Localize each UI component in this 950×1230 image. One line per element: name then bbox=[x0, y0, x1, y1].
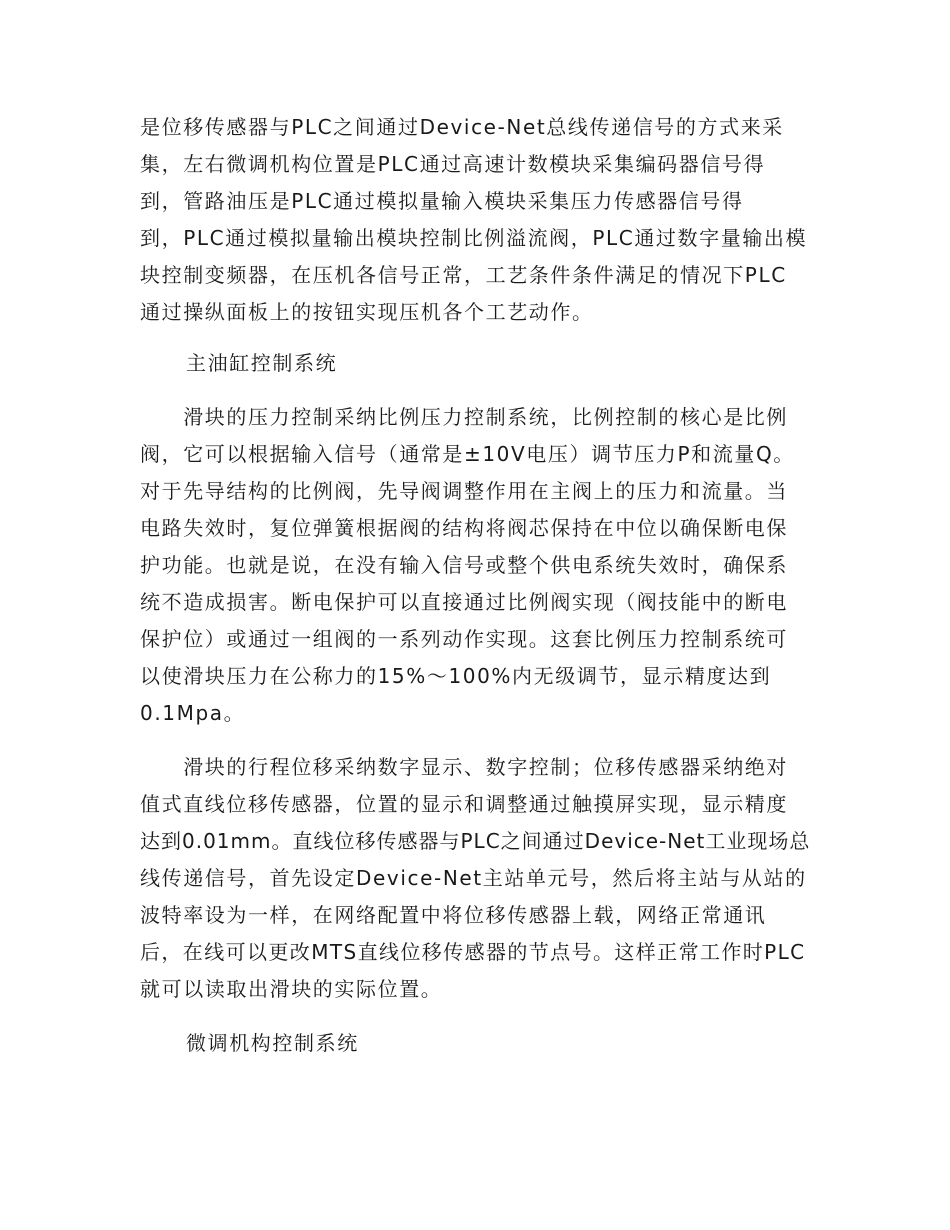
paragraph-2-line-2: 阀，它可以根据输入信号（通常是±10V电压）调节压力P和流量Q。 bbox=[140, 442, 795, 466]
paragraph-2-line-1: 滑块的压力控制采纳比例压力控制系统，比例控制的核心是比例 bbox=[140, 405, 788, 429]
paragraph-1-line-6: 通过操纵面板上的按钮实现压机各个工艺动作。 bbox=[140, 300, 594, 324]
paragraph-3-line-6: 后，在线可以更改MTS直线位移传感器的节点号。这样正常工作时PLC bbox=[140, 940, 806, 964]
paragraph-1-line-2: 集，左右微调机构位置是PLC通过高速计数模块采集编码器信号得 bbox=[140, 152, 766, 176]
paragraph-3-line-5: 波特率设为一样，在网络配置中将位移传感器上载，网络正常通讯 bbox=[140, 903, 767, 927]
paragraph-1-line-5: 块控制变频器，在压机各信号正常，工艺条件条件满足的情况下PLC bbox=[140, 263, 787, 287]
paragraph-2-line-8: 以使滑块压力在公称力的15%～100%内无级调节，显示精度达到 bbox=[140, 664, 772, 688]
paragraph-2-line-4: 电路失效时，复位弹簧根据阀的结构将阀芯保持在中位以确保断电保 bbox=[140, 516, 788, 540]
paragraph-1-line-4: 到，PLC通过模拟量输出模块控制比例溢流阀，PLC通过数字量输出模 bbox=[140, 226, 808, 250]
paragraph-1-line-3: 到，管路油压是PLC通过模拟量输入模块采集压力传感器信号得 bbox=[140, 189, 744, 213]
paragraph-2-line-7: 保护位）或通过一组阀的一系列动作实现。这套比例压力控制系统可 bbox=[140, 627, 788, 651]
paragraph-2-line-6: 统不造成损害。断电保护可以直接通过比例阀实现（阀技能中的断电 bbox=[140, 590, 788, 614]
section-heading-fine-adjustment: 微调机构控制系统 bbox=[186, 1031, 359, 1055]
section-heading-main-cylinder: 主油缸控制系统 bbox=[186, 351, 338, 375]
paragraph-3-line-7: 就可以读取出滑块的实际位置。 bbox=[140, 977, 443, 1001]
paragraph-2-line-3: 对于先导结构的比例阀，先导阀调整作用在主阀上的压力和流量。当 bbox=[140, 479, 788, 503]
paragraph-3-line-2: 值式直线位移传感器，位置的显示和调整通过触摸屏实现，显示精度 bbox=[140, 792, 788, 816]
paragraph-2-line-9: 0.1Mpa。 bbox=[140, 701, 246, 725]
paragraph-2-line-5: 护功能。也就是说，在没有输入信号或整个供电系统失效时，确保系 bbox=[140, 553, 788, 577]
paragraph-1-line-1: 是位移传感器与PLC之间通过Device-Net总线传递信号的方式来采 bbox=[140, 115, 784, 139]
paragraph-3-line-4: 线传递信号，首先设定Device-Net主站单元号，然后将主站与从站的 bbox=[140, 866, 807, 890]
paragraph-3-line-3: 达到0.01mm。直线位移传感器与PLC之间通过Device-Net工业现场总 bbox=[140, 829, 811, 853]
paragraph-3-line-1: 滑块的行程位移采纳数字显示、数字控制；位移传感器采纳绝对 bbox=[140, 755, 788, 779]
